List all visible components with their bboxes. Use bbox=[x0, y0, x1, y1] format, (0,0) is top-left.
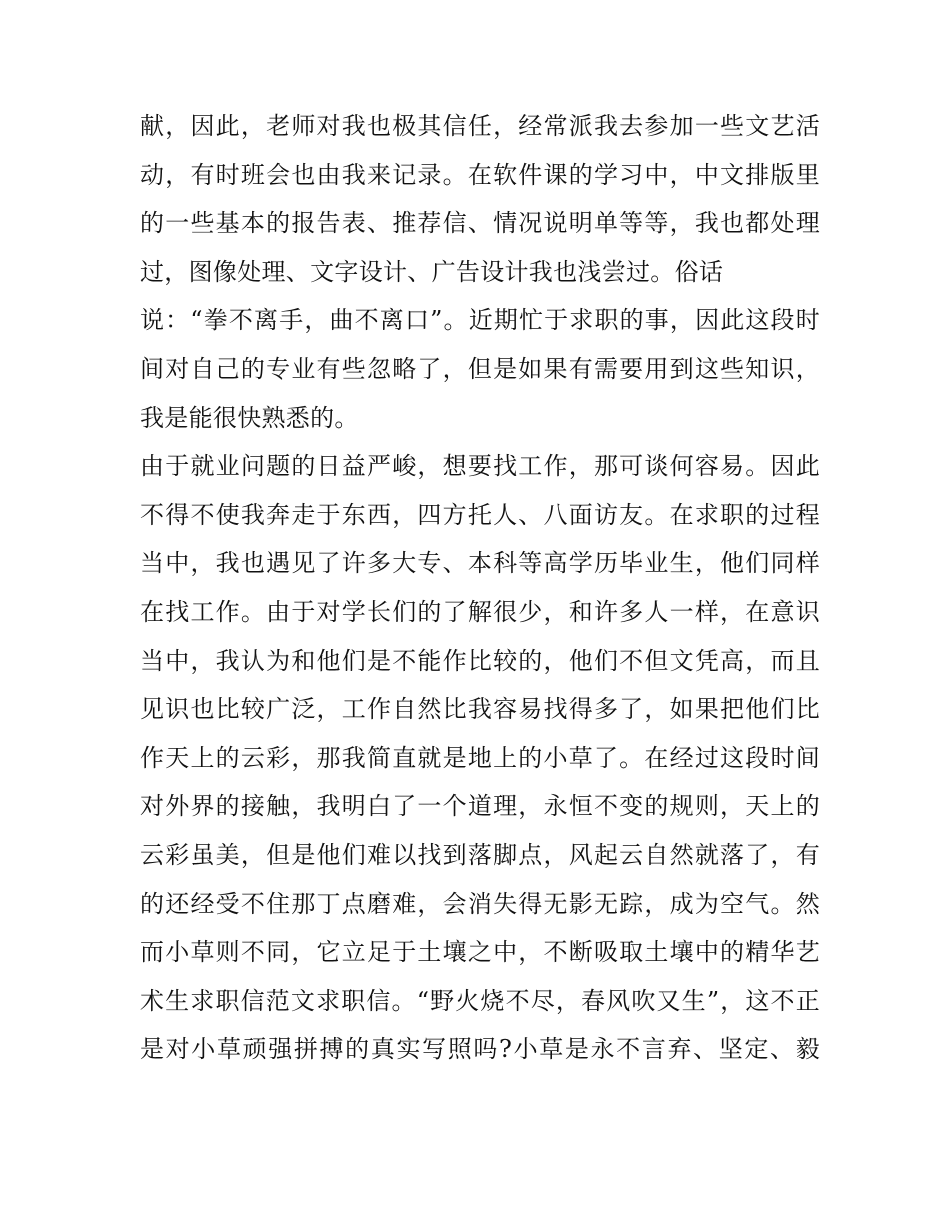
text-line: 的还经受不住那丁点磨难，会消失得无影无踪，成为空气。然 bbox=[140, 889, 820, 918]
text-line: 由于就业问题的日益严峻，想要找工作，那可谈何容易。因此 bbox=[140, 452, 820, 481]
text-line: 献，因此，老师对我也极其信任，经常派我去参加一些文艺活 bbox=[140, 112, 820, 140]
text-line: 术生求职信范文求职信。“野火烧不尽，春风吹又生”，这不正 bbox=[140, 986, 820, 1015]
text-line: 不得不使我奔走于东西，四方托人、八面访友。在求职的过程 bbox=[140, 500, 820, 529]
paragraph-1 bbox=[140, 102, 820, 442]
text-line: 见识也比较广泛，工作自然比我容易找得多了，如果把他们比 bbox=[140, 695, 820, 724]
text-line: 作天上的云彩，那我简直就是地上的小草了。在经过这段时间 bbox=[140, 743, 820, 772]
text-line: 而小草则不同，它立足于土壤之中，不断吸取土壤中的精华艺 bbox=[140, 938, 820, 967]
text-line: 我是能很快熟悉的。 bbox=[140, 403, 359, 432]
text-line: 当中，我也遇见了许多大专、本科等高学历毕业生，他们同样 bbox=[140, 549, 820, 578]
text-line: 云彩虽美，但是他们难以找到落脚点，风起云自然就落了，有 bbox=[140, 840, 820, 869]
text-line: 过，图像处理、文字设计、广告设计我也浅尝过。俗话 bbox=[140, 257, 724, 286]
text-line: 动，有时班会也由我来记录。在软件课的学习中，中文排版里 bbox=[140, 160, 820, 189]
text-line: 当中，我认为和他们是不能作比较的，他们不但文凭高，而且 bbox=[140, 646, 820, 675]
text-line: 是对小草顽强拼搏的真实写照吗?小草是永不言弃、坚定、毅 bbox=[140, 1035, 820, 1064]
text-line: 对外界的接触，我明白了一个道理，永恒不变的规则，天上的 bbox=[140, 792, 820, 821]
text-line: 的一些基本的报告表、推荐信、情况说明单等等，我也都处理 bbox=[140, 209, 820, 238]
text-line: 说：“拳不离手，曲不离口”。近期忙于求职的事，因此这段时 bbox=[140, 306, 820, 335]
text-line: 在找工作。由于对学长们的了解很少，和许多人一样，在意识 bbox=[140, 597, 820, 626]
text-line: 间对自己的专业有些忽略了，但是如果有需要用到这些知识， bbox=[140, 354, 820, 383]
paragraph-2 bbox=[140, 442, 820, 1074]
body-text bbox=[140, 102, 820, 1074]
